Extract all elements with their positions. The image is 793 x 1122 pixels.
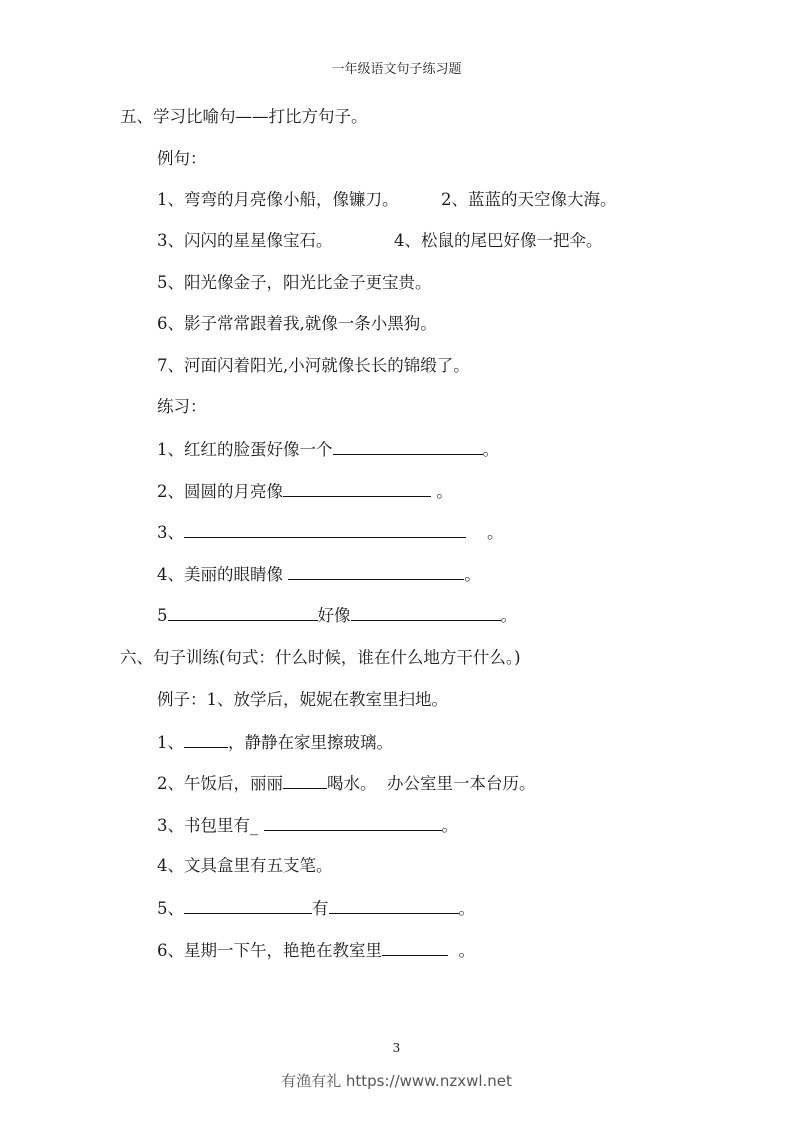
answer-blank[interactable] [184,897,312,914]
period: 。 [500,606,517,625]
section6-title: 六、句子训练(句式：什么时候，谁在什么地方干什么。) [120,648,521,667]
answer-blank[interactable] [333,438,483,455]
example-sentence: 3、闪闪的星星像宝石。 [157,231,333,250]
example-sentence: 5、阳光像金子，阳光比金子更宝贵。 [157,273,432,292]
practice-prefix: 5 [157,606,168,625]
item-prefix: 1、 [157,733,184,752]
practice-label: 练习： [157,397,207,416]
example-sentence: 4、松鼠的尾巴好像一把伞。 [394,231,603,250]
practice-prefix: 4、美丽的眼睛像 [157,565,283,584]
item-suffix: 。 [458,941,475,960]
answer-blank[interactable] [283,480,431,497]
section6-example: 例子：1、放学后，妮妮在教室里扫地。 [157,690,448,709]
page-header: 一年级语文句子练习题 [331,62,462,77]
answer-blank[interactable] [264,814,442,831]
practice-item [157,604,517,627]
period: 。 [486,523,504,542]
training-item: 4、文具盒里有五支笔。 [157,856,333,875]
item-prefix: 3、书包里有_ [157,816,259,835]
answer-blank[interactable] [184,731,228,748]
answer-blank[interactable] [288,563,464,580]
practice-prefix: 1、红红的脸蛋好像一个 [157,440,333,459]
training-item [157,772,536,795]
answer-blank[interactable] [382,939,448,956]
example-sentence: 2、蓝蓝的天空像大海。 [441,190,617,209]
practice-item [157,521,503,544]
page-number: 3 [392,1041,401,1055]
item-middle: 有 [312,899,329,918]
answer-blank[interactable] [329,897,459,914]
example-sentence: 7、河面闪着阳光,小河就像长长的锦缎了。 [157,356,470,375]
example-sentence: 1、弯弯的月亮像小船，像镰刀。 [157,190,399,209]
training-item [157,814,458,837]
practice-middle: 好像 [317,606,351,625]
item-suffix: 喝水。 [327,774,377,793]
practice-item [157,480,453,503]
answer-blank[interactable] [351,604,501,621]
item-suffix: ，静静在家里擦玻璃。 [228,733,393,752]
practice-prefix: 2、圆圆的月亮像 [157,482,283,501]
answer-blank[interactable] [168,604,318,621]
answer-blank[interactable] [184,521,466,538]
item-extra: 办公室里一本台历。 [387,774,536,793]
section5-title: 五、学习比喻句——打比方句子。 [120,107,368,126]
practice-prefix: 3、 [157,523,184,542]
example-sentence: 6、影子常常跟着我,就像一条小黑狗。 [157,314,437,333]
training-item [157,939,475,962]
item-prefix: 2、午饭后，丽丽 [157,774,283,793]
item-prefix: 5、 [157,899,184,918]
practice-item [157,563,481,586]
answer-blank[interactable] [283,772,327,789]
period: 。 [482,440,499,459]
practice-item [157,438,499,461]
item-suffix: 。 [458,899,475,918]
example-label: 例句： [157,149,207,168]
item-prefix: 6、星期一下午，艳艳在教室里 [157,941,382,960]
period: 。 [436,482,453,501]
training-item [157,897,475,920]
training-item [157,731,393,754]
period: 。 [464,565,481,584]
item-suffix: 。 [441,816,458,835]
watermark-footer: 有渔有礼 https://www.nzxwl.net [281,1072,512,1090]
